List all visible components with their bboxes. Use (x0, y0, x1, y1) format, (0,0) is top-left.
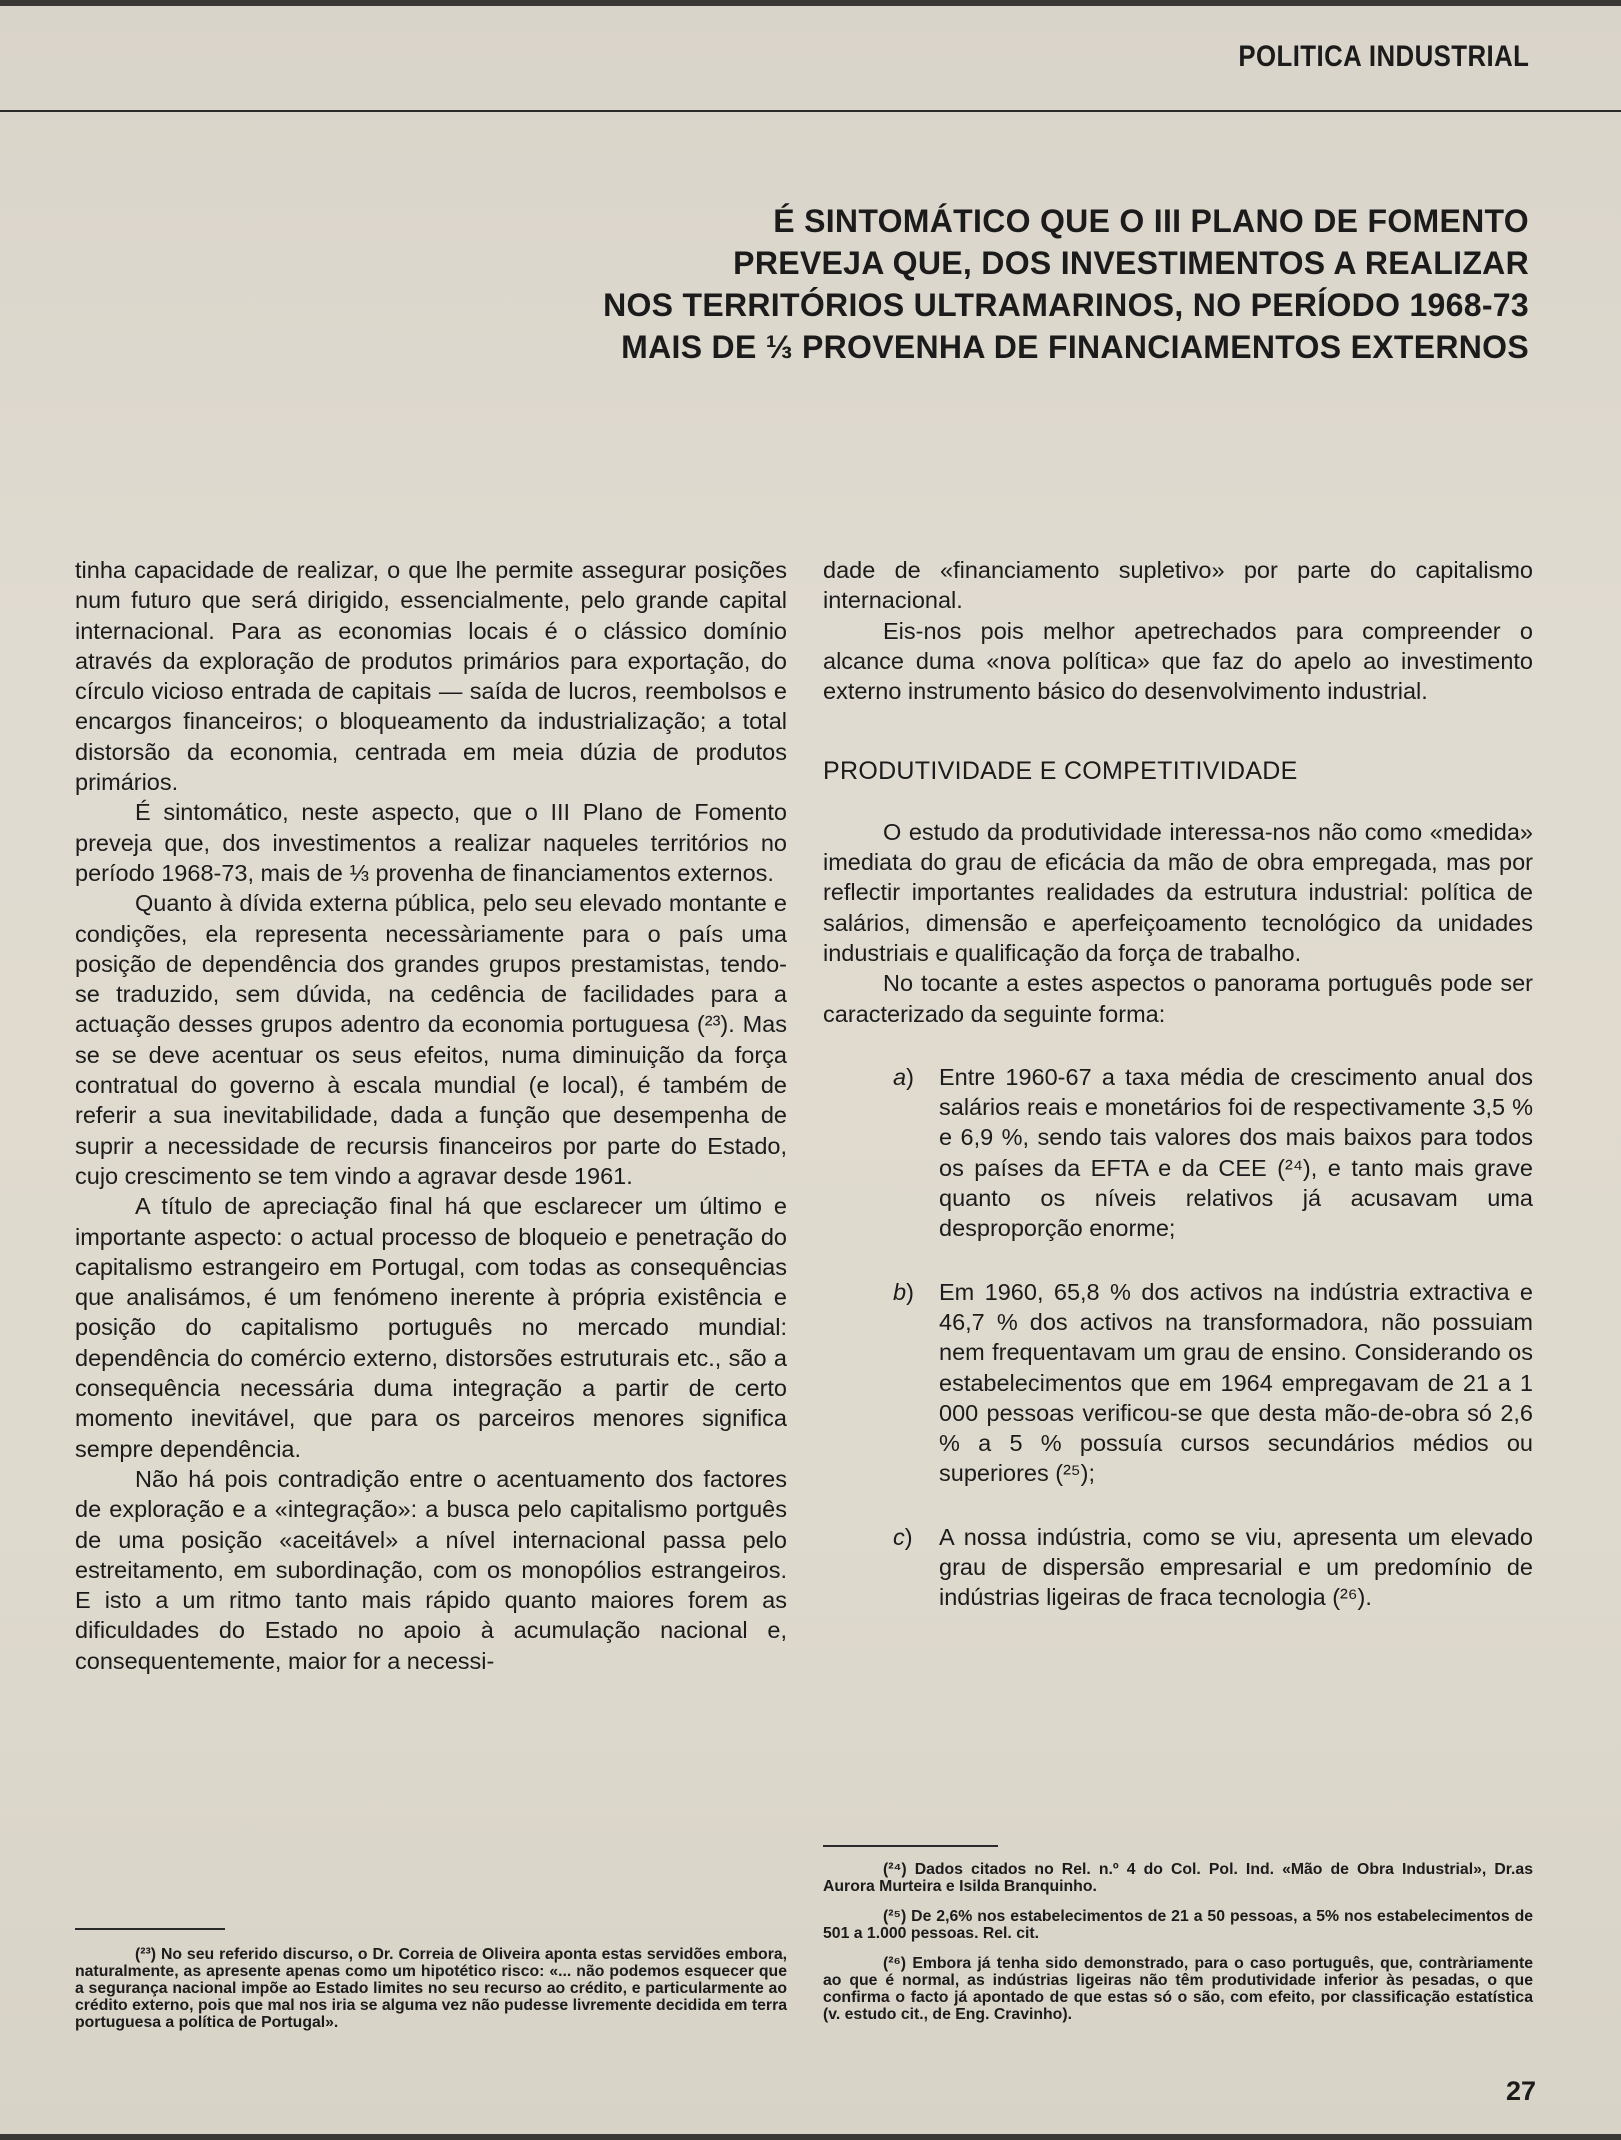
headline-line: NOS TERRITÓRIOS ULTRAMARINOS, NO PERÍODO 1968-73 (603, 287, 1529, 323)
footnote-text: De 2,6% nos estabelecimentos de 21 a 50 pessoas, a 5% nos estabelecimentos de 501 a 1.000 pessoas. Rel. cit. (823, 1908, 1534, 1942)
section-subheading: PRODUTIVIDADE E COMPETITIVIDADE (823, 757, 1298, 786)
body-paragraph: tinha capacidade de realizar, o que lhe permite assegurar posições num futuro que será dirigido, essencialmente, pelo grande capital internacional. Para as economias locais é o clássico domínio através da exploração de produtos primários para exportação, do círculo vicioso entrada de capitais — saída de lucros, reembolsos e encargos financeiros; o bloqueamento da industrialização; a total distorsão da economia, centrada em meia dúzia de produtos primários. (75, 557, 787, 796)
list-item (823, 1062, 1533, 1244)
body-paragraph: O estudo da produtividade interessa-nos não como «medida» imediata do grau de eficácia da mão de obra empregada, mas por reflectir importantes realidades da estrutura industrial: política de salários, dimensão e aperfeiçoamento tecnológico da unidades industriais e qualificação da força de trabalho. (823, 818, 1533, 966)
footnotes-right (823, 1845, 1533, 2036)
footnote (823, 1955, 1533, 2023)
body-paragraph: A título de apreciação final há que esclarecer um último e importante aspecto: o actual processo de bloqueio e penetração do capitalismo estrangeiro em Portugal, com todas as consequências que analisámos, é um fenómeno inerente à própria existência e posição do capitalismo português no mercado mundial: dependência do comércio externo, distorsões estruturais etc., são a consequência necessária duma integração a partir de certo momento inevitável, que para os parceiros menores significa sempre dependência. (75, 1193, 787, 1462)
footnote-number: (²⁵) (883, 1908, 907, 1925)
list-marker: b) (893, 1278, 914, 1305)
list-item-text: A nossa indústria, como se viu, apresenta um elevado grau de dispersão empresarial e um predomínio de indústrias ligeiras de fraca tecnologia (²⁶). (939, 1523, 1533, 1611)
body-paragraph: Quanto à dívida externa pública, pelo seu elevado montante e condições, ela representa necessàriamente para o país uma posição de dependência dos grandes grupos prestamistas, tendo-se traduzido, sem dúvida, na cedência de facilidades para a actuação desses grupos adentro da economia portuguesa (²³). Mas se se deve acentuar os seus efeitos, numa diminuição da força contratual do governo à escala mundial (e local), é também de referir a sua inevitabilidade, dada a função que desempenha de suprir a necessidade de recursis financeiros por parte do Estado, cujo crescimento se tem vindo a agravar desde 1961. (75, 890, 787, 1189)
left-column (75, 555, 787, 1676)
list-marker: a) (893, 1063, 914, 1090)
footnote (823, 1908, 1533, 1942)
footnotes-left (75, 1928, 787, 2031)
section-label: POLITICA INDUSTRIAL (1237, 40, 1529, 73)
list-item-text: Entre 1960-67 a taxa média de crescimento anual dos salários reais e monetários foi de respectivamente 3,5 % e 6,9 %, sendo tais valores dos mais baixos para todos os países da EFTA e da CEE (²⁴), e tanto mais grave quanto os níveis relativos já acusavam uma desproporção enorme; (939, 1063, 1533, 1242)
body-paragraph: É sintomático, neste aspecto, que o III Plano de Fomento preveja que, dos investimentos a realizar naqueles territórios no período 1968-73, mais de ⅓ provenha de financiamentos externos. (75, 799, 787, 886)
footnote-number: (²⁶) (883, 1955, 907, 1972)
list-item (823, 1522, 1533, 1613)
footnote-number: (²³) (135, 1946, 157, 1963)
headline (409, 200, 1529, 368)
footnote-text: Dados citados no Rel. n.º 4 do Col. Pol. Ind. «Mão de Obra Industrial», Dr.as Aurora Murteira e Isilda Branquinho. (823, 1861, 1533, 1895)
header-rule (0, 110, 1621, 112)
list-marker: c) (893, 1523, 913, 1550)
page-number: 27 (1505, 2076, 1536, 2106)
body-paragraph: No tocante a estes aspectos o panorama português pode ser caracterizado da seguinte forma: (823, 970, 1533, 1027)
headline-line: MAIS DE ⅓ PROVENHA DE FINANCIAMENTOS EXTERNOS (621, 329, 1529, 365)
footnote-text: No seu referido discurso, o Dr. Correia de Oliveira aponta estas servidões embora, naturalmente, as apresente apenas como um hipotético risco: «... não podemos esquecer que a segurança nacional impõe ao Estado limites no seu recurso ao crédito, e particularmente ao crédito externo, pois que mal nos iria se alguma vez não pudesse livremente decidida em terra portuguesa a política de Portugal». (75, 1946, 788, 2031)
footnote (823, 1861, 1533, 1895)
headline-line: PREVEJA QUE, DOS INVESTIMENTOS A REALIZAR (733, 245, 1529, 281)
body-paragraph: Não há pois contradição entre o acentuamento dos factores de exploração e a «integração»: a busca pelo capitalismo portguês de uma posição «aceitável» a nível internacional passa pelo estreitamento, em subordinação, com os monopólios estrangeiros. E isto a um ritmo tanto mais rápido quanto maiores forem as dificuldades do Estado no apoio à acumulação nacional e, consequentemente, maior for a necessi- (75, 1465, 787, 1674)
list-item (823, 1277, 1533, 1489)
footnote-rule (823, 1845, 998, 1847)
footnote (75, 1946, 787, 2031)
page-bottom-edge (0, 2134, 1621, 2140)
footnote-rule (75, 1928, 225, 1930)
right-column (823, 555, 1533, 1613)
headline-line: É SINTOMÁTICO QUE O III PLANO DE FOMENTO (773, 203, 1529, 239)
footnote-text: Embora já tenha sido demonstrado, para o caso português, que, contràriamente ao que é normal, as indústrias ligeiras não têm produtividade inferior às pesadas, o que confirma o facto já apontado de que estas só o são, com efeito, por classificação estatística (v. estudo cit., de Eng. Cravinho). (823, 1955, 1533, 2023)
body-paragraph: dade de «financiamento supletivo» por parte do capitalismo internacional. (823, 557, 1533, 614)
list-item-text: Em 1960, 65,8 % dos activos na indústria extractiva e 46,7 % dos activos na transformadora, não possuiam nem frequentavam um grau de ensino. Considerando os estabelecimentos que em 1964 empregavam de 21 a 1 000 pessoas verificou-se que desta mão-de-obra só 2,6 % a 5 % possuía cursos secundários médios ou superiores (²⁵); (939, 1278, 1533, 1487)
body-paragraph: Eis-nos pois melhor apetrechados para compreender o alcance duma «nova política» que faz do apelo ao investimento externo instrumento básico do desenvolvimento industrial. (823, 617, 1533, 705)
page-top-edge (0, 0, 1621, 6)
footnote-number: (²⁴) (883, 1861, 907, 1878)
